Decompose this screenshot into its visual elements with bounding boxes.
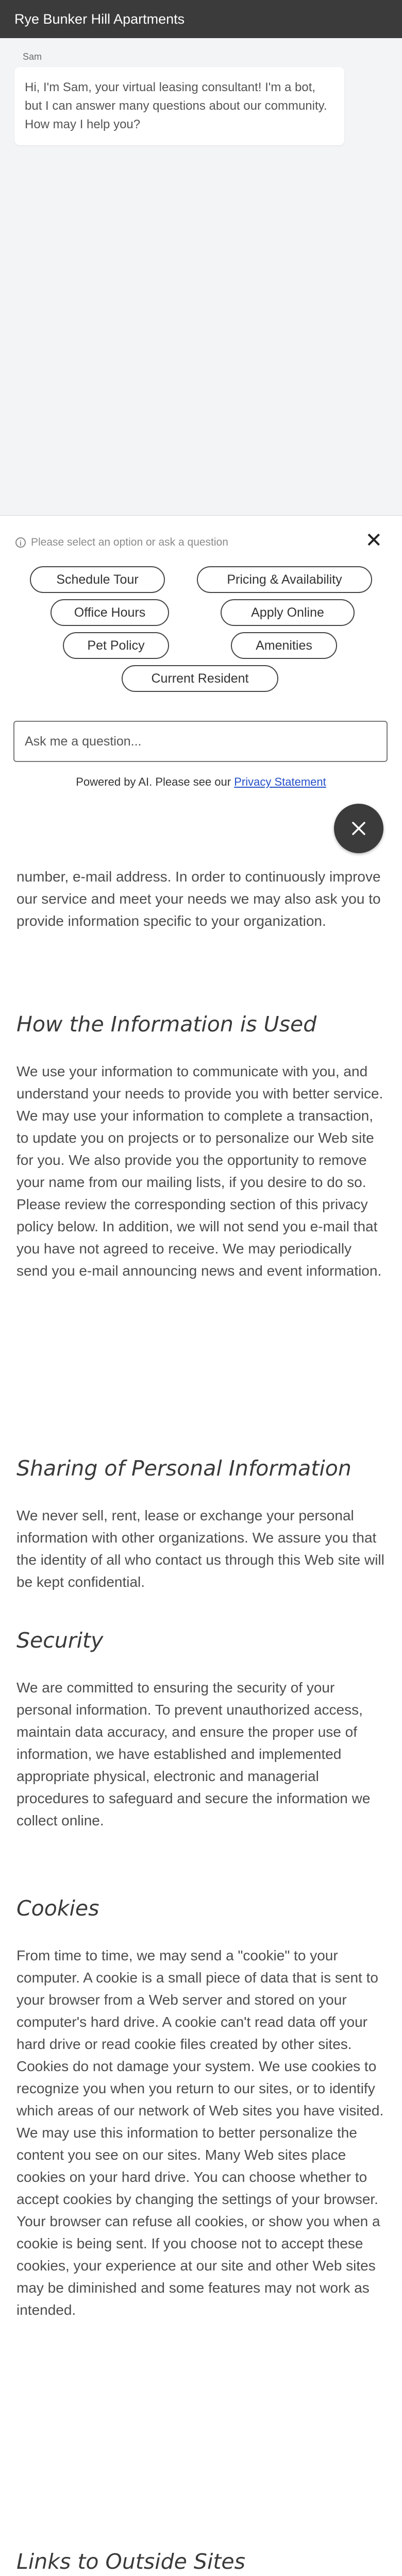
section-body-security: We are committed to ensuring the security of your personal information. To prevent unauthorized access, maintain data accuracy, and ensure the proper use of information, we have established and implemented appropriate physical, electronic and managerial procedures to safeguard and secure the information we collect online. bbox=[16, 1680, 371, 1828]
option-pet-policy[interactable]: Pet Policy bbox=[63, 632, 169, 659]
section-heading-usage: How the Information is Used bbox=[16, 1012, 317, 1037]
powered-text: Powered by AI. Please see our bbox=[76, 775, 234, 788]
section-heading-sharing: Sharing of Personal Information bbox=[16, 1456, 351, 1481]
option-amenities[interactable]: Amenities bbox=[231, 632, 337, 659]
section-heading-cookies: Cookies bbox=[16, 1896, 99, 1921]
chat-input[interactable]: Ask me a question... bbox=[13, 721, 388, 762]
options-prompt bbox=[15, 536, 228, 549]
section-heading-links: Links to Outside Sites bbox=[16, 2549, 245, 2574]
close-icon bbox=[351, 821, 366, 836]
privacy-statement-link[interactable]: Privacy Statement bbox=[234, 775, 326, 788]
chat-history[interactable] bbox=[0, 38, 402, 515]
chat-options-panel bbox=[0, 515, 402, 717]
section-heading-security: Security bbox=[16, 1628, 104, 1653]
close-icon[interactable]: ✕ bbox=[365, 529, 382, 552]
chat-header bbox=[0, 0, 402, 38]
bot-message-bubble: Hi, I'm Sam, your virtual leasing consultant! I'm a bot, but I can answer many questions about our community. How may I help you? bbox=[14, 67, 344, 145]
chat-title: Rye Bunker Hill Apartments bbox=[14, 11, 185, 27]
bot-name: Sam bbox=[23, 52, 42, 62]
chat-widget bbox=[0, 0, 402, 866]
option-apply-online[interactable]: Apply Online bbox=[221, 599, 355, 626]
option-pricing-availability[interactable]: Pricing & Availability bbox=[197, 566, 372, 593]
option-current-resident[interactable]: Current Resident bbox=[122, 665, 278, 692]
section-body-usage: We use your information to communicate with you, and understand your needs to provide you with better service. We may use your information to complete a transaction, to update you on projects or to personalize our Web site for you. We also provide you the opportunity to remove your name from our mailing lists, if you desire to do so. Please review the corresponding section of this privacy policy below. In addition, we will not send you e-mail that you have not agreed to receive. We may periodically send you e-mail announcing news and event information. bbox=[16, 1063, 383, 1279]
section-body-sharing: We never sell, rent, lease or exchange your personal information with other organizations. We assure you that the identity of all who contact us through this Web site will be kept confidential. bbox=[16, 1507, 384, 1590]
intro-paragraph: number, e-mail address. In order to continuously improve our service and meet your needs we may also ask you to provide information specific to your organization. bbox=[16, 869, 381, 929]
info-icon: i bbox=[15, 537, 26, 548]
powered-by-ai bbox=[0, 775, 402, 789]
options-prompt-text: Please select an option or ask a question bbox=[31, 536, 228, 548]
option-office-hours[interactable]: Office Hours bbox=[51, 599, 169, 626]
option-schedule-tour[interactable]: Schedule Tour bbox=[30, 566, 165, 593]
chat-toggle-button[interactable] bbox=[334, 804, 383, 853]
section-body-cookies: From time to time, we may send a "cookie" to your computer. A cookie is a small piece of data that is sent to your browser from a Web server and stored on your computer's hard drive. A cookie can't read data off your hard drive or read cookie files created by other sites. Cookies do not damage your system. We use cookies to recognize you when you return to our sites, or to identify which areas of our network of Web sites you have visited. We may use this information to better personalize the content you see on our sites. Many Web sites place cookies on your hard drive. You can choose whether to accept cookies by changing the settings of your browser. Your browser can refuse all cookies, or show you when a cookie is being sent. If you choose not to accept these cookies, your experience at our site and other Web sites may be diminished and some features may not work as intended. bbox=[16, 1947, 384, 2318]
